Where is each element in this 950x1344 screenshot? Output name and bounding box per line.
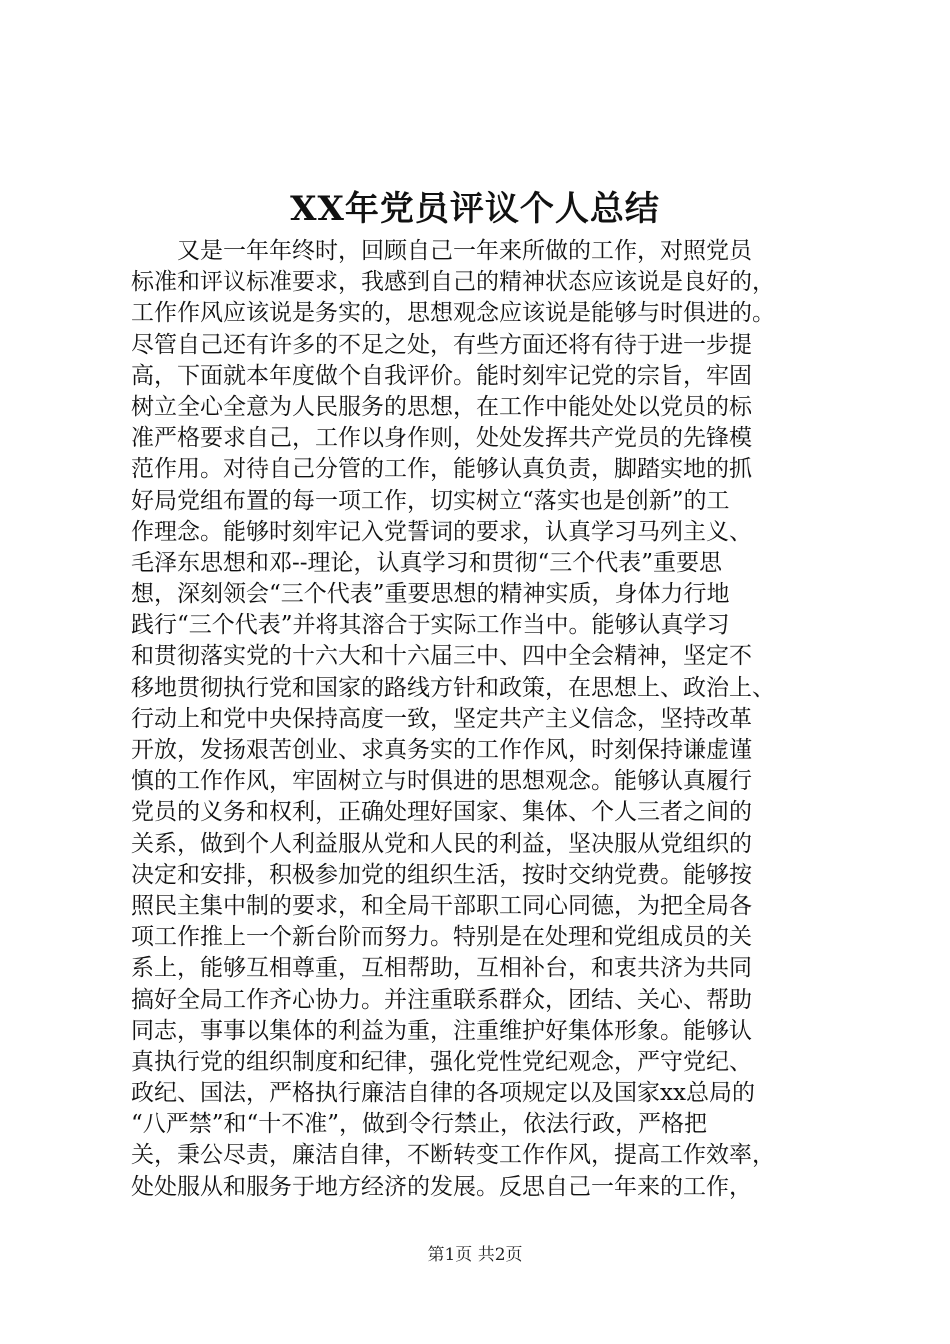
body-line: 作理念。能够时刻牢记入党誓词的要求，认真学习马列主义、	[131, 518, 752, 545]
body-line: 系上，能够互相尊重，互相帮助，互相补台，和衷共济为共同	[131, 955, 752, 982]
body-line: 关，秉公尽责，廉洁自律，不断转变工作作风，提高工作效率，	[131, 1142, 775, 1169]
body-line: 开放，发扬艰苦创业、求真务实的工作作风，时刻保持谦虚谨	[131, 737, 752, 763]
body-line: 处处服从和服务于地方经济的发展。反思自己一年来的工作，	[131, 1173, 752, 1200]
body-line: 标准和评议标准要求，我感到自己的精神状态应该说是良好的，	[131, 269, 775, 296]
body-line: 搞好全局工作齐心协力。并注重联系群众，团结、关心、帮助	[131, 986, 752, 1013]
body-line: 和贯彻落实党的十六大和十六届三中、四中全会精神，坚定不	[131, 643, 752, 670]
body-line: 决定和安排，积极参加党的组织生活，按时交纳党费。能够按	[131, 861, 752, 888]
body-line: 工作作风应该说是务实的，思想观念应该说是能够与时俱进的。	[131, 300, 775, 327]
body-line: 想，深刻领会“三个代表”重要思想的精神实质，身体力行地	[131, 581, 730, 608]
body-line: 毛泽东思想和邓--理论，认真学习和贯彻“三个代表”重要思	[131, 549, 723, 576]
body-line: 同志，事事以集体的利益为重，注重维护好集体形象。能够认	[131, 1017, 752, 1044]
body-line: 好局党组布置的每一项工作，切实树立“落实也是创新”的工	[131, 487, 730, 514]
body-line: 尽管自己还有许多的不足之处，有些方面还将有待于进一步提	[131, 331, 752, 358]
body-line: 践行“三个代表”并将其溶合于实际工作当中。能够认真学习	[131, 612, 730, 639]
body-line: 范作用。对待自己分管的工作，能够认真负责，脚踏实地的抓	[131, 456, 752, 483]
body-line: 行动上和党中央保持高度一致，坚定共产主义信念，坚持改革	[131, 705, 752, 732]
body-line: 准严格要求自己，工作以身作则，处处发挥共产党员的先锋模	[131, 425, 752, 452]
page-number-footer: 第1页 共2页	[427, 1245, 523, 1265]
body-line: 慎的工作作风，牢固树立与时俱进的思想观念。能够认真履行	[131, 768, 752, 795]
body-line: 树立全心全意为人民服务的思想，在工作中能处处以党员的标	[131, 393, 752, 420]
body-line: 项工作推上一个新台阶而努力。特别是在处理和党组成员的关	[131, 924, 752, 951]
body-line: 照民主集中制的要求，和全局干部职工同心同德，为把全局各	[131, 892, 752, 919]
body-line: 真执行党的组织制度和纪律，强化党性党纪观念，严守党纪、	[131, 1048, 752, 1075]
body-line: 高，下面就本年度做个自我评价。能时刻牢记党的宗旨，牢固	[131, 362, 752, 389]
body-line: 政纪、国法，严格执行廉洁自律的各项规定以及国家xx总局的	[131, 1080, 755, 1107]
document-body	[131, 236, 851, 1203]
body-line: “八严禁”和“十不准”，做到令行禁止，依法行政，严格把	[131, 1111, 708, 1138]
body-line: 移地贯彻执行党和国家的路线方针和政策，在思想上、政治上、	[131, 674, 775, 701]
document-title: XX年党员评议个人总结	[290, 189, 660, 229]
body-line: 又是一年年终时，回顾自己一年来所做的工作，对照党员	[177, 238, 752, 264]
body-line: 关系，做到个人利益服从党和人民的利益，坚决服从党组织的	[131, 830, 752, 857]
body-line: 党员的义务和权利，正确处理好国家、集体、个人三者之间的	[131, 799, 752, 826]
